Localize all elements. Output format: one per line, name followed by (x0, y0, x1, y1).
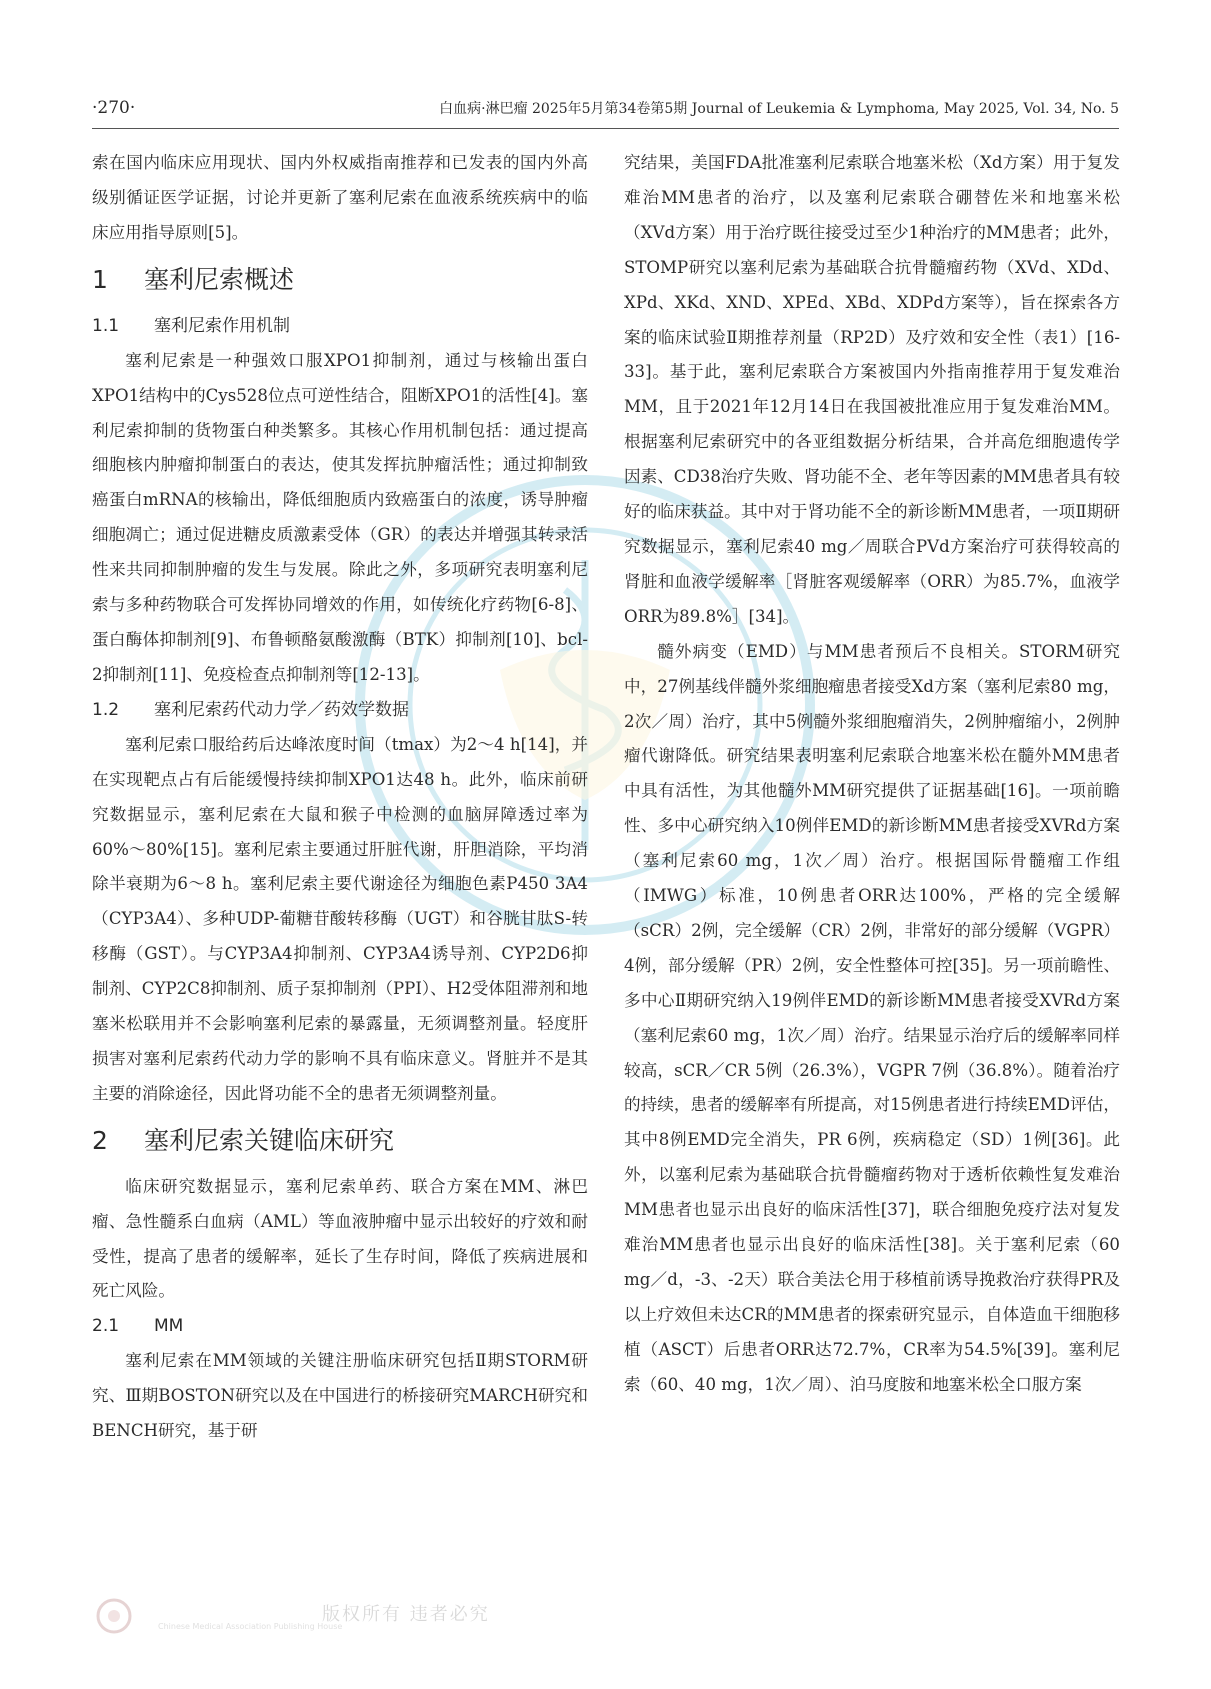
body-paragraph: 髓外病变（EMD）与MM患者预后不良相关。STORM研究中，27例基线伴髓外浆细胞瘤患者接受Xd方案（塞利尼索80 mg，2次／周）治疗，其中5例髓外浆细胞瘤消失，2例肿瘤缩小，2例肿瘤代谢降低。研究结果表明塞利尼索联合地塞米松在髓外MM患者中具有活性，为其他髓外MM研究提供了证据基础[16]。一项前瞻性、多中心研究纳入10例伴EMD的新诊断MM患者接受XVRd方案（塞利尼索60 mg，1次／周）治疗。根据国际骨髓瘤工作组（IMWG）标准，10例患者ORR达100%，严格的完全缓解（sCR）2例，完全缓解（CR）2例，非常好的部分缓解（VGPR）4例，部分缓解（PR）2例，安全性整体可控[35]。另一项前瞻性、多中心Ⅱ期研究纳入19例伴EMD的新诊断MM患者接受XVRd方案（塞利尼索60 mg，1次／周）治疗。结果显示治疗后的缓解率同样较高，sCR／CR 5例（26.3%），VGPR 7例（36.8%）。随着治疗的持续，患者的缓解率有所提高，对15例患者进行持续EMD评估，其中8例EMD完全消失，PR 6例，疾病稳定（SD）1例[36]。此外，以塞利尼索为基础联合抗骨髓瘤药物对于透析依赖性复发难治MM患者也显示出良好的临床活性[37]，联合细胞免疫疗法对复发难治MM患者也显示出良好的临床活性[38]。关于塞利尼索（60 mg／d，-3、-2天）联合美法仑用于移植前诱导挽救治疗获得PR及以上疗效但未达CR的MM患者的探索研究显示，自体造血干细胞移植（ASCT）后患者ORR达72.7%，CR率为54.5%[39]。塞利尼索（60、40 mg，1次／周）、泊马度胺和地塞米松全口服方案 (624, 641, 1120, 1394)
heading-text: 塞利尼索概述 (144, 264, 295, 294)
heading-text: 塞利尼索关键临床研究 (144, 1125, 395, 1155)
page-header (92, 96, 1119, 129)
body-paragraph: 索在国内临床应用现状、国内外权威指南推荐和已发表的国内外高级别循证医学证据，讨论并更新了塞利尼索在血液系统疾病中的临床应用指导原则[5]。 (92, 153, 588, 242)
body-paragraph: 究结果，美国FDA批准塞利尼索联合地塞米松（Xd方案）用于复发难治MM患者的治疗，以及塞利尼索联合硼替佐米和地塞米松（XVd方案）用于治疗既往接受过至少1种治疗的MM患者；此外，STOMP研究以塞利尼索为基础联合抗骨髓瘤药物（XVd、XDd、XPd、XKd、XND、XPEd、XBd、XDPd方案等），旨在探索各方案的临床试验Ⅱ期推荐剂量（RP2D）及疗效和安全性（表1）[16-33]。基于此，塞利尼索联合方案被国内外指南推荐用于复发难治MM，且于2021年12月14日在我国被批准应用于复发难治MM。根据塞利尼索研究中的各亚组数据分析结果，合并高危细胞遗传学因素、CD38治疗失败、肾功能不全、老年等因素的MM患者具有较好的临床获益。其中对于肾功能不全的新诊断MM患者，一项Ⅱ期研究数据显示，塞利尼索40 mg／周联合PVd方案治疗可获得较高的肾脏和血液学缓解率［肾脏客观缓解率（ORR）为85.7%，血液学ORR为89.8%］[34]。 (624, 153, 1120, 626)
publisher-footer-logo (92, 1596, 592, 1636)
heading-number: 1.2 (92, 699, 120, 720)
heading-number: 2 (92, 1125, 108, 1155)
copyright-notice: 版权所有 违者必究 (322, 1604, 490, 1625)
publisher-seal-icon (92, 1596, 142, 1636)
section-heading (92, 1112, 588, 1170)
heading-number: 1.1 (92, 315, 120, 336)
body-paragraph: 临床研究数据显示，塞利尼索单药、联合方案在MM、淋巴瘤、急性髓系白血病（AML）等血液肿瘤中显示出较好的疗效和耐受性，提高了患者的缓解率，延长了生存时间，降低了疾病进展和死亡风险。 (92, 1176, 588, 1301)
heading-text: 塞利尼索药代动力学／药效学数据 (154, 699, 409, 720)
heading-text: MM (154, 1316, 184, 1337)
heading-text: 塞利尼索作用机制 (154, 315, 290, 336)
section-heading (92, 251, 588, 309)
body-paragraph: 塞利尼索是一种强效口服XPO1抑制剂，通过与核输出蛋白XPO1结构中的Cys528位点可逆性结合，阻断XPO1的活性[4]。塞利尼索抑制的货物蛋白种类繁多。其核心作用机制包括：通过提高细胞核内肿瘤抑制蛋白的表达，使其发挥抗肿瘤活性；通过抑制致癌蛋白mRNA的核输出，降低细胞质内致癌蛋白的浓度，诱导肿瘤细胞凋亡；通过促进糖皮质激素受体（GR）的表达并增强其转录活性来共同抑制肿瘤的发生与发展。除此之外，多项研究表明塞利尼索与多种药物联合可发挥协同增效的作用，如传统化疗药物[6-8]、蛋白酶体抑制剂[9]、布鲁顿酪氨酸激酶（BTK）抑制剂[10]、bcl-2抑制剂[11]、免疫检查点抑制剂等[12-13]。 (92, 350, 588, 684)
right-column (624, 146, 1120, 1403)
subsection-heading (92, 693, 588, 728)
page-number: ·270· (92, 98, 136, 118)
left-column (92, 146, 588, 1449)
body-paragraph: 塞利尼索在MM领域的关键注册临床研究包括Ⅱ期STORM研究、Ⅲ期BOSTON研究以及在中国进行的桥接研究MARCH研究和BENCH研究，基于研 (92, 1351, 588, 1441)
body-paragraph: 塞利尼索口服给药后达峰浓度时间（tmax）为2～4 h[14]，并在实现靶点占有后能缓慢持续抑制XPO1达48 h。此外，临床前研究数据显示，塞利尼索在大鼠和猴子中检测的血脑屏障透过率为60%～80%[15]。塞利尼索主要通过肝脏代谢，肝胆消除，平均消除半衰期为6～8 h。塞利尼索主要代谢途径为细胞色素P450 3A4（CYP3A4）、多种UDP-葡糖苷酸转移酶（UGT）和谷胱甘肽S-转移酶（GST）。与CYP3A4抑制剂、CYP3A4诱导剂、CYP2D6抑制剂、CYP2C8抑制剂、质子泵抑制剂（PPI）、H2受体阻滞剂和地塞米松联用并不会影响塞利尼索的暴露量，无须调整剂量。轻度肝损害对塞利尼索药代动力学的影响不具有临床意义。肾脏并不是其主要的消除途径，因此肾功能不全的患者无须调整剂量。 (92, 734, 588, 1103)
heading-number: 2.1 (92, 1316, 120, 1337)
publisher-name: Chinese Medical Association Publishing House (158, 1622, 343, 1631)
journal-running-title: 白血病·淋巴瘤 2025年5月第34卷第5期 Journal of Leukemia & Lymphoma, May 2025, Vol. 34, No. 5 (439, 101, 1119, 117)
subsection-heading (92, 309, 588, 344)
subsection-heading (92, 1309, 588, 1344)
heading-number: 1 (92, 264, 108, 294)
